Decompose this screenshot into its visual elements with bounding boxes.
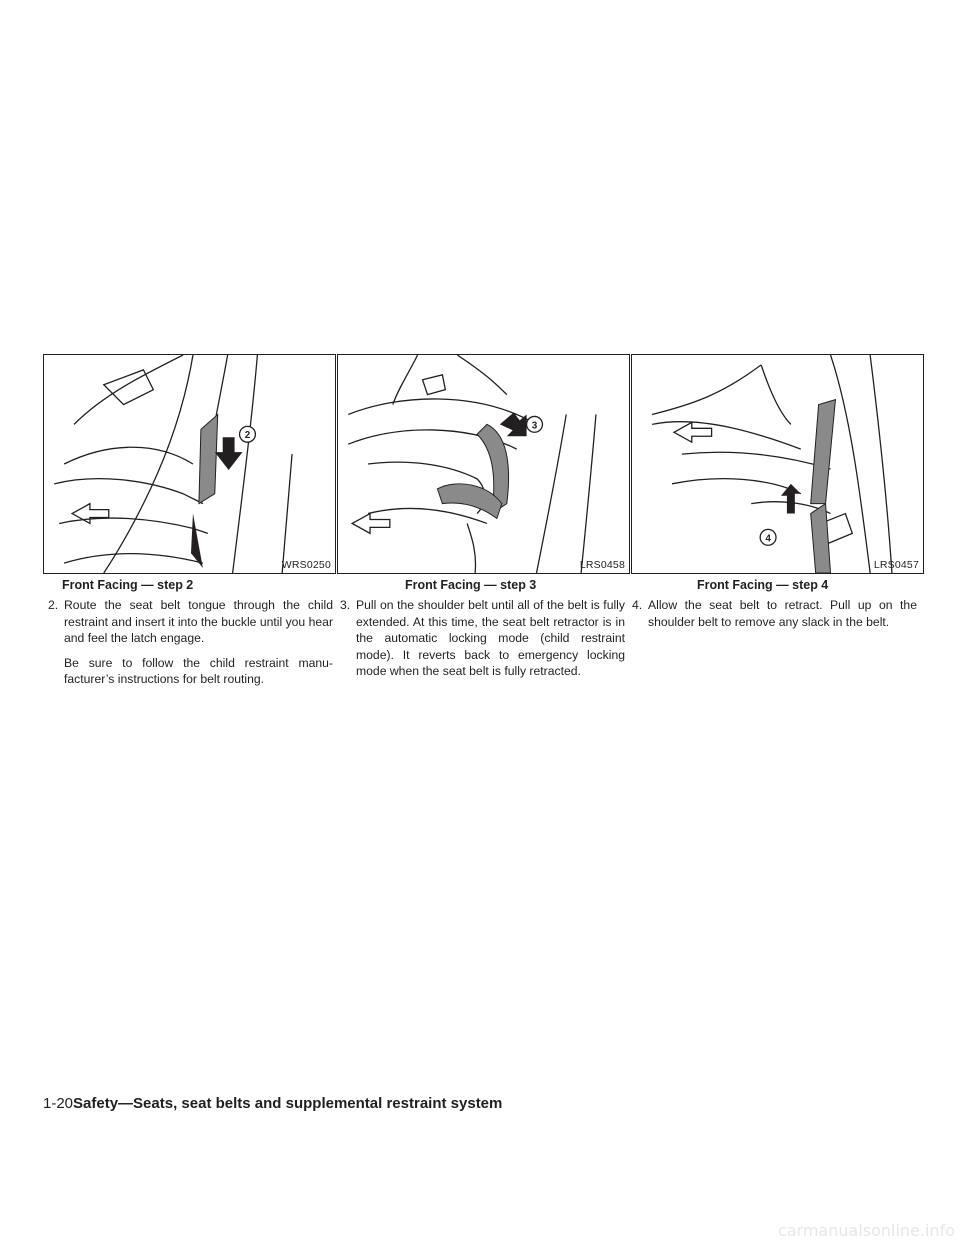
step-number: 4. bbox=[632, 598, 643, 612]
figure-code: WRS0250 bbox=[281, 559, 331, 571]
callout-number: 4 bbox=[765, 533, 771, 545]
figure-caption: Front Facing — step 2 bbox=[62, 578, 194, 592]
callout-number: 2 bbox=[244, 430, 251, 442]
step-note: Be sure to follow the child restraint manu-facturer’s instructions for belt routing. bbox=[64, 655, 333, 687]
illustration-step-3 bbox=[338, 355, 629, 573]
step-item bbox=[340, 597, 625, 680]
arrow-icon bbox=[215, 437, 243, 470]
figure-caption: Front Facing — step 4 bbox=[697, 578, 829, 592]
figure-step-3 bbox=[337, 354, 630, 574]
arrow-icon bbox=[500, 412, 527, 436]
text-column-3 bbox=[632, 597, 917, 630]
figure-code: LRS0457 bbox=[873, 559, 919, 571]
section-title: Safety—Seats, seat belts and supplemental restraint system bbox=[73, 1095, 503, 1112]
step-text: Route the seat belt tongue through the child restraint and insert it into the buckle until you hear and feel the latch engage. bbox=[64, 598, 333, 646]
step-item bbox=[48, 597, 333, 647]
figure-code: LRS0458 bbox=[579, 559, 625, 571]
step-item bbox=[632, 597, 917, 630]
illustration-step-4 bbox=[632, 355, 923, 573]
figure-caption: Front Facing — step 3 bbox=[405, 578, 537, 592]
watermark: carmanualsonline.info bbox=[777, 1221, 955, 1240]
figure-step-4 bbox=[631, 354, 924, 574]
step-text: Pull on the shoulder belt until all of the belt is fully extended. At this time, the seat belt retractor is in the automatic locking mode (child restraint mode). It reverts back to emergency locking mode when the seat belt is fully retracted. bbox=[356, 598, 625, 679]
illustration-step-2 bbox=[44, 355, 335, 573]
text-column-1 bbox=[48, 597, 333, 688]
text-column-2 bbox=[340, 597, 625, 680]
step-number: 2. bbox=[48, 598, 59, 612]
figure-step-2 bbox=[43, 354, 336, 574]
page-footer bbox=[43, 1095, 502, 1112]
step-number: 3. bbox=[340, 598, 351, 612]
page-number: 1-20 bbox=[43, 1095, 74, 1112]
step-text: Allow the seat belt to retract. Pull up on the shoulder belt to remove any slack in the belt. bbox=[648, 598, 917, 629]
arrow-icon bbox=[781, 484, 801, 514]
callout-number: 3 bbox=[531, 420, 538, 432]
